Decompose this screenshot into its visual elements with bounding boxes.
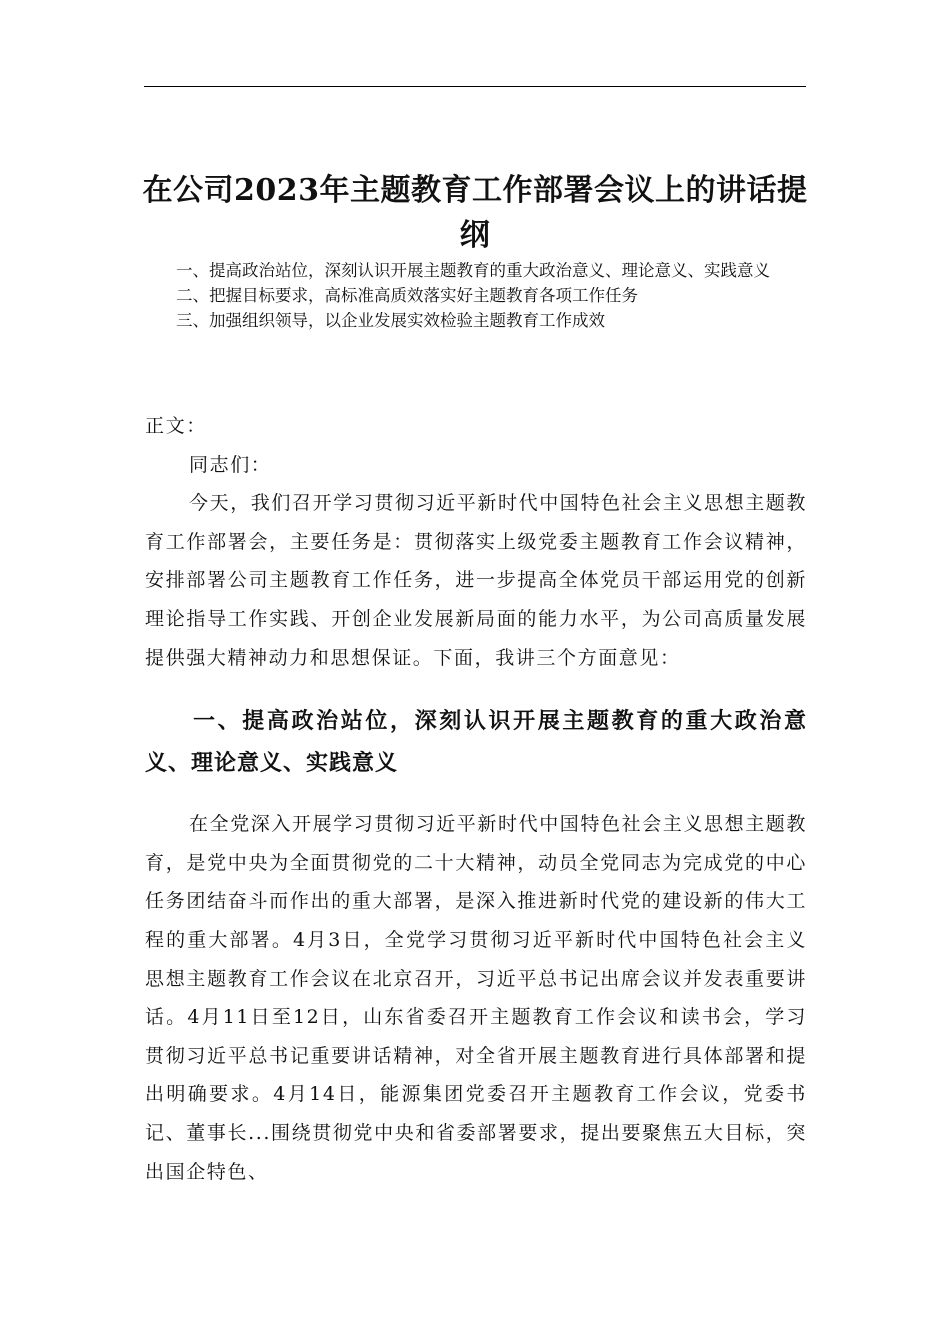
outline-item-1: 一、提高政治站位，深刻认识开展主题教育的重大政治意义、理论意义、实践意义 (176, 261, 770, 280)
intro-paragraph: 今天，我们召开学习贯彻习近平新时代中国特色社会主义思想主题教育工作部署会，主要任务是：贯彻落实上级党委主题教育工作会议精神，安排部署公司主题教育工作任务，进一步提高全体党员干部运用党的创新理论指导工作实践、开创企业发展新局面的能力水平，为公司高质量发展提供强大精神动力和思想保证。下面，我讲三个方面意见： (145, 492, 808, 669)
section-1-paragraph: 在全党深入开展学习贯彻习近平新时代中国特色社会主义思想主题教育，是党中央为全面贯彻党的二十大精神，动员全党同志为完成党的中心任务团结奋斗而作出的重大部署，是深入推进新时代党的建设新的伟大工程的重大部署。4月3日，全党学习贯彻习近平新时代中国特色社会主义思想主题教育工作会议在北京召开，习近平总书记出席会议并发表重要讲话。4月11日至12日，山东省委召开主题教育工作会议和读书会，学习贯彻习近平总书记重要讲话精神，对全省开展主题教育进行具体部署和提出明确要求。4月14日，能源集团党委召开主题教育工作会议，党委书记、董事长...围绕贯彻党中央和省委部署要求，提出要聚焦五大目标，突出国企特色、 (145, 813, 808, 1183)
outline-item-3: 三、加强组织领导，以企业发展实效检验主题教育工作成效 (176, 311, 605, 330)
document-title: 在公司2023年主题教育工作部署会议上的讲话提纲 (142, 173, 808, 253)
document-body (145, 407, 807, 1191)
outline-list (176, 258, 816, 333)
salutation: 同志们： (189, 453, 272, 476)
body-label: 正文： (145, 415, 207, 437)
section-1-heading: 一、提高政治站位，深刻认识开展主题教育的重大政治意义、理论意义、实践意义 (145, 709, 807, 777)
header-rule (144, 86, 806, 87)
outline-item-2: 二、把握目标要求，高标准高质效落实好主题教育各项工作任务 (176, 286, 638, 305)
